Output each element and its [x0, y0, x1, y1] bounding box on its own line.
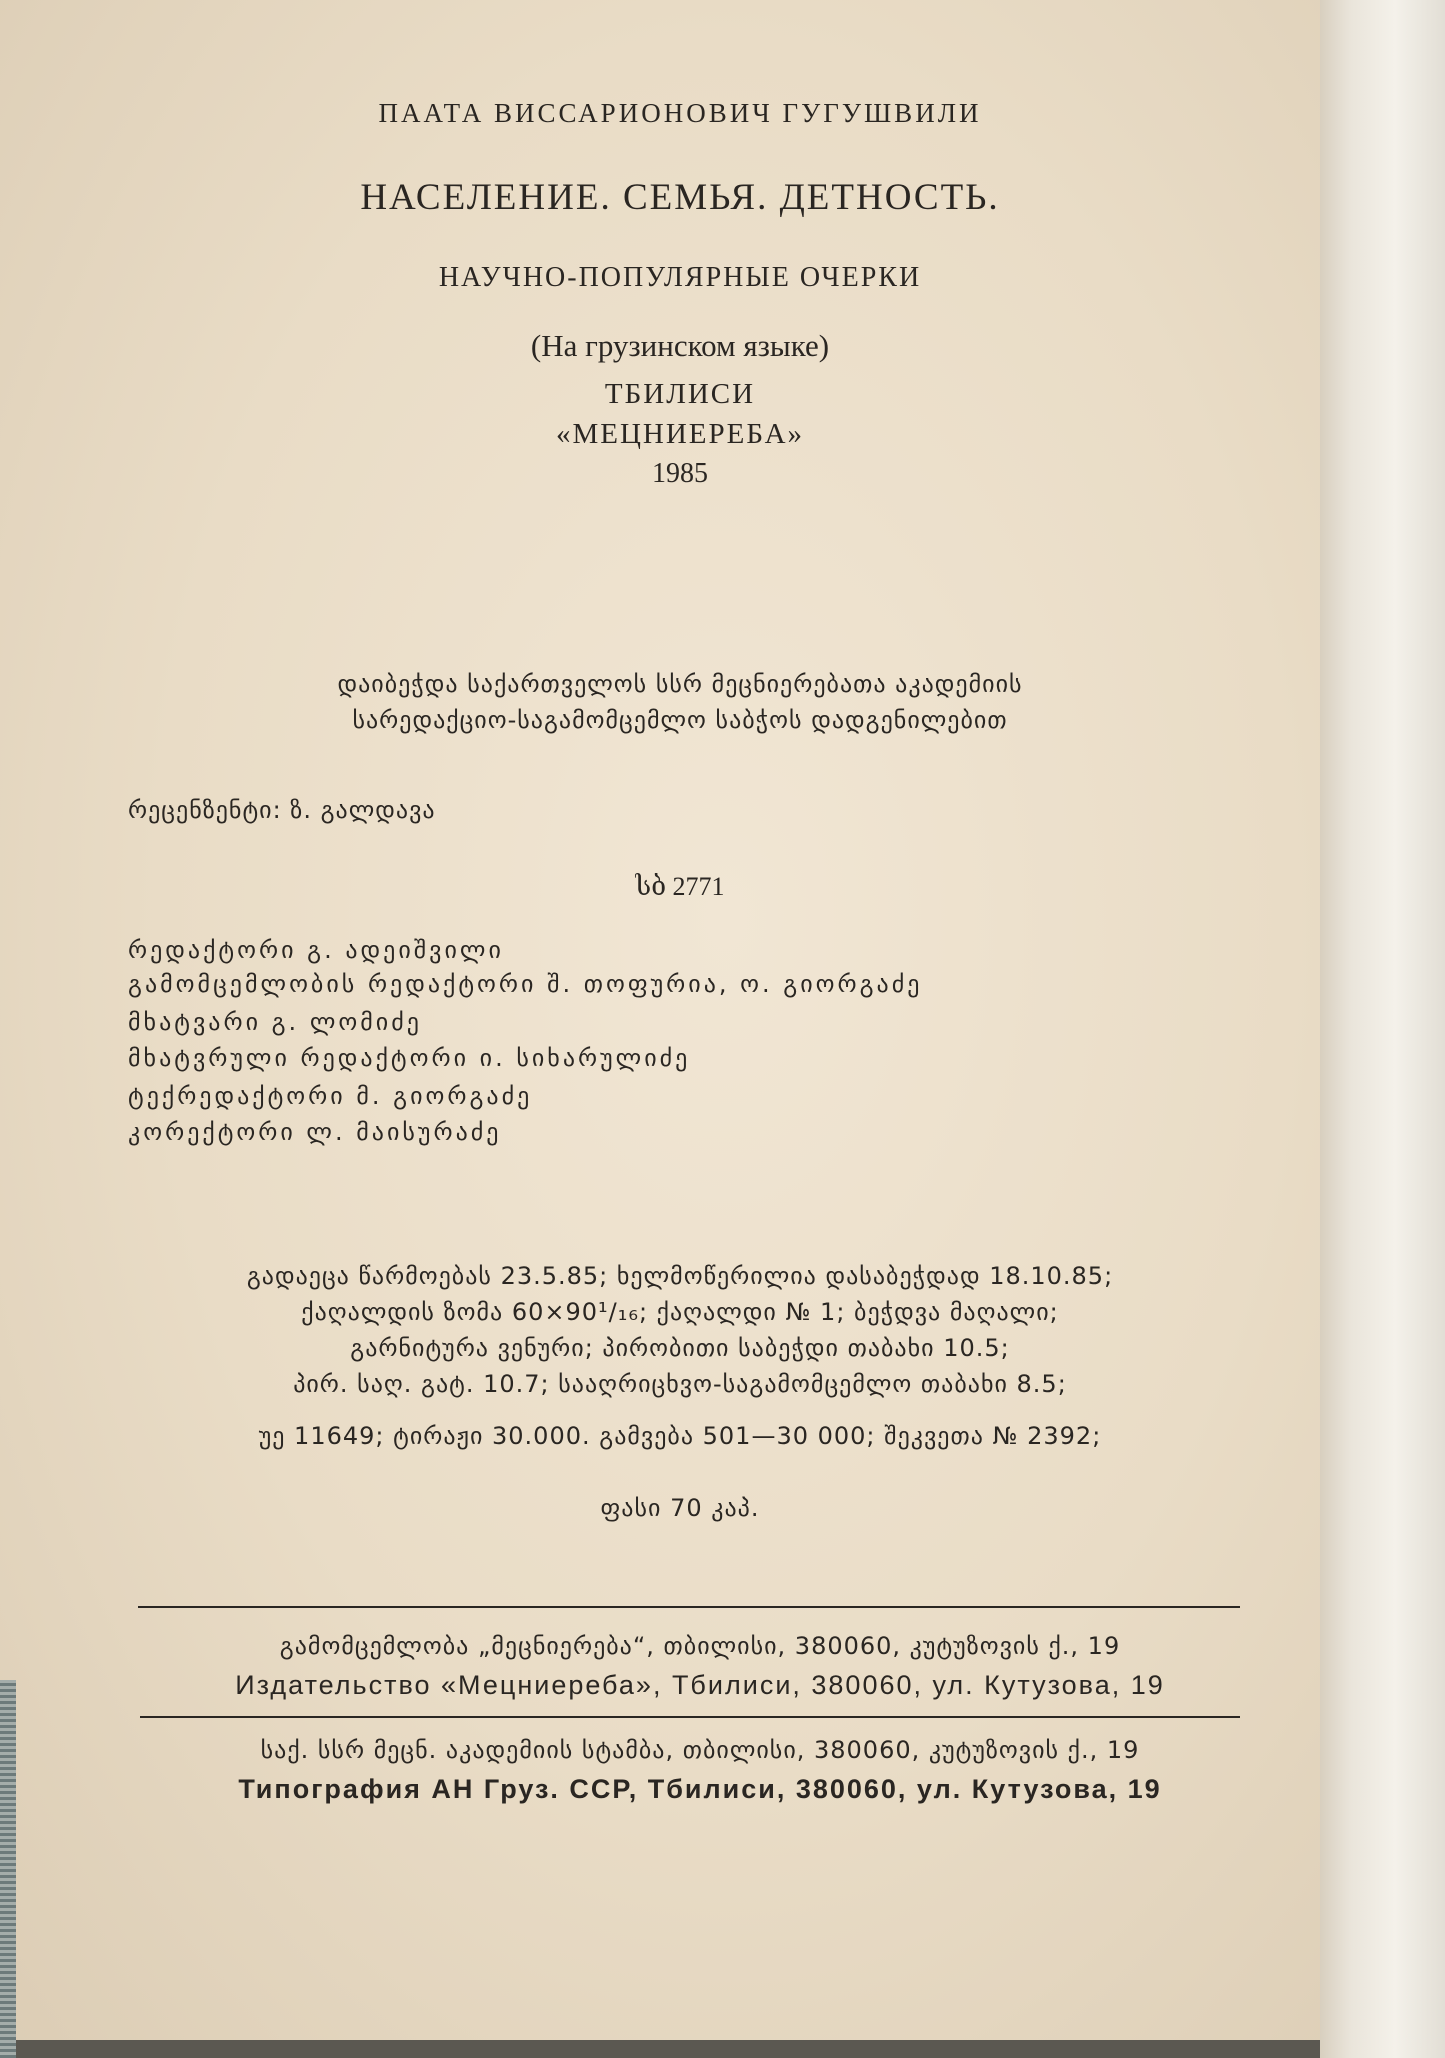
publisher-name: «МЕЦНИЕРЕБА»: [555, 418, 805, 450]
language-note: (На грузинском языке): [530, 328, 830, 363]
binding-strip: [0, 1680, 16, 2058]
publisher-address-ka: გამომცემლობა „მეცნიერება“, თბილისი, 380060, კუტუზოვის ქ., 19: [279, 1632, 1121, 1660]
footer-rule-middle: [140, 1716, 1240, 1718]
staff-line: კორექტორი ლ. მაისურაძე: [128, 1118, 502, 1146]
adjacent-page-edge: [1320, 0, 1445, 2058]
book-title: НАСЕЛЕНИЕ. СЕМЬЯ. ДЕТНОСТЬ.: [360, 177, 1000, 218]
printer-address-ru: Типография АН Груз. ССР, Тбилиси, 380060, ул. Кутузова, 19: [238, 1774, 1162, 1804]
author-name: ПААТА ВИССАРИОНОВИЧ ГУГУШВИЛИ: [378, 98, 982, 128]
imprint-line: ქაღალდის ზომა 60×90¹/₁₆; ქაღალდი № 1; ბეჭდვა მაღალი;: [301, 1298, 1059, 1326]
printer-address-ka: საქ. სსრ მეცნ. აკადემიის სტამბა, თბილისი, 380060, კუტუზოვის ქ., 19: [260, 1736, 1140, 1764]
imprint-line: უე 11649; ტირაჟი 30.000. გამვება 501—30 000; შეკვეთა № 2392;: [258, 1422, 1102, 1450]
publisher-address-ru: Издательство «Мецниереба», Тбилиси, 380060, ул. Кутузова, 19: [235, 1670, 1165, 1700]
reviewer: რეცენზენტი: ზ. გალდავა: [128, 796, 436, 824]
staff-line: ტექრედაქტორი მ. გიორგაძე: [128, 1082, 533, 1110]
footer-rule-top: [138, 1606, 1240, 1608]
approval-line-1: დაიბეჭდა საქართველოს სსრ მეცნიერებათა აკადემიის: [337, 670, 1023, 698]
approval-line-2: სარედაქციო-საგამომცემლო საბჭოს დადგენილებით: [352, 706, 1008, 734]
city: ТБИЛИСИ: [604, 378, 756, 410]
imprint-line: გადაეცა წარმოებას 23.5.85; ხელმოწერილია დასაბეჭდად 18.10.85;: [246, 1262, 1114, 1290]
book-subtitle: НАУЧНО-ПОПУЛЯРНЫЕ ОЧЕРКИ: [438, 262, 922, 293]
staff-line: რედაქტორი გ. ადეიშვილი: [128, 936, 504, 964]
staff-line: გამომცემლობის რედაქტორი შ. თოფურია, ო. გიორგაძე: [128, 970, 923, 998]
imprint-line: გარნიტურა ვენური; პირობითი საბეჭდი თაბახი 10.5;: [350, 1334, 1010, 1362]
staff-line: მხატვარი გ. ლომიძე: [128, 1008, 422, 1036]
catalog-code: სბ 2771: [635, 872, 725, 901]
imprint-line: პირ. საღ. გატ. 10.7; სააღრიცხვო-საგამომცემლო თაბახი 8.5;: [293, 1370, 1067, 1398]
price: ფასი 70 კაპ.: [600, 1494, 760, 1522]
publication-year: 1985: [652, 458, 708, 489]
staff-line: მხატვრული რედაქტორი ი. სიხარულიძე: [128, 1044, 691, 1072]
page-bottom-shadow: [0, 2040, 1320, 2058]
